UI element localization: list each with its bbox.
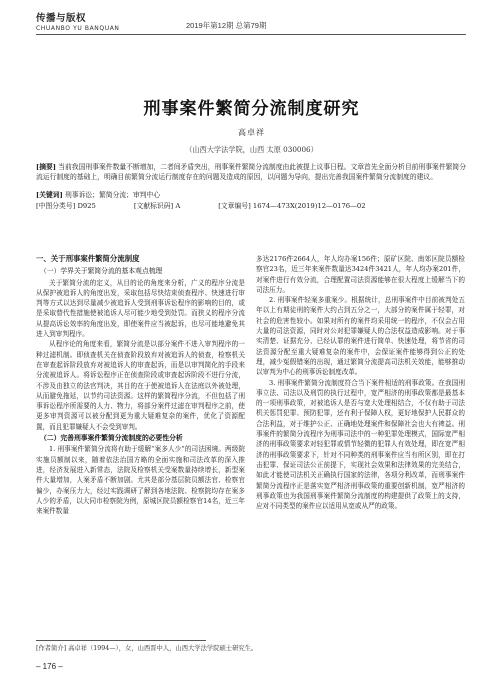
paragraph: 1. 刑事案件繁简分流将有助于缓解“案多人少”的司法困境。两级院实施员额制以来，随着依法治国方略的全面实施和司法改革的深入推进，经济发展进入新常态，法院及检察机关受案数量持续增长，新型案件大量增加，人案矛盾不断加剧。尤其是部分基层院员额法官、检察官偏少，办案压力大，经过实践调研了解到各地法院、检察院均存在案多人少的矛盾，以大同市检察院为例，原城区院员额检察官14名，近三年来案件数量	[36, 445, 245, 516]
clc-number: [中图分类号] D925	[36, 202, 96, 210]
paragraph: 多达2176件2664人，年人均办案156件；原矿区院、南郊区院员额检察官23名，近三年来案件数量达3424件3421人，年人均办案201件，对案件进行有效分流，合理配置司法资源能够在很大程度上缓解当下的司法压力。	[256, 255, 465, 294]
keywords	[36, 190, 466, 200]
section-heading-1: 一、关于刑事案件繁简分流制度	[36, 254, 140, 263]
classification-row	[36, 200, 466, 210]
document-code: [文献标识码] A	[133, 202, 181, 210]
issue-info: 2019年第12期 总第79期	[186, 21, 267, 30]
article-number: [文章编号] 1674—473X(2019)12—0176—02	[218, 202, 366, 210]
article-title: 刑事案件繁简分流制度研究	[143, 99, 360, 118]
journal-name-en: CHUANBO YU BANQUAN	[36, 25, 120, 32]
journal-brand	[36, 10, 120, 32]
abstract-label: [摘要]	[36, 163, 57, 171]
author-affiliation: （山西大学法学院，山西 太原 030006）	[185, 145, 318, 154]
header-rule	[36, 34, 466, 35]
keywords-text: 刑事诉讼；繁简分流；审判中心	[65, 191, 161, 199]
subsection-heading-1: （一）学界关于繁简分流的基本观点梳理	[40, 267, 163, 276]
paragraph: 从程序论的角度来看，繁简分流是以部分案件不进入审判程序的一种过滤机制。即侦查机关在侦查阶段放弃对被追诉人的侦查，检察机关在审查起诉阶段放弃对被追诉人的审查起诉，而是以审判简化的手段来分流被追诉人。将诉讼程序正在侦查阶段或审查起诉阶段不进行分流，不涉及由独立的法官判决，其目的在于使被追诉人在法庭以外被处理，从而避免拖延，以节约司法资源。这样的繁简程序分流，不但包括了刑事诉讼程序所需要的人力、物力，将部分案件过滤在审判程序之前，使更多审判资源可以被分配到更为重大疑难复杂的案件，优化了资源配置，而且犯罪嫌疑人不会受到审判。	[36, 340, 245, 431]
abstract	[36, 162, 466, 182]
right-column	[256, 254, 465, 511]
footnote-rule	[36, 640, 206, 641]
left-column	[36, 254, 245, 516]
abstract-text: 当前我国刑事案件数量不断增加，二者间矛盾突出，刑事案件繁简分流制度由此被提上议事日程。文章首先全面分析目前刑事案件繁简分流运行制度的基础上，明确目前繁简分流运行制度存在的问题及造成的原因，以问题为导向，提出完善我国案件繁简分流制度的建议。	[36, 163, 467, 181]
paragraph: 2. 刑事案件轻案多重案少。根据统计，总刑事案件中目前被判处五年以上有期徒刑的案件大约占到五分之一，大部分的案件属于轻罪，对社会的危害性较小。如果对所有的案件均采用统一的程序，不仅会占用大量的司法资源，同时对公对犯罪嫌疑人的合法权益造成影响。对于事实清楚、证据充分、已经认罪的案件进行简单、快速处理，将节省的司法资源分配至重大疑难复杂的案件中，会保证案件能够得到公正的处理，减少冤假错案的出现，通过繁简分流提高司法机关效能，能够推动以审判为中心的刑事诉讼制度改革。	[256, 296, 465, 377]
subsection-heading-2: （二）完善刑事案件繁简分流制度的必要性分析	[40, 434, 183, 443]
journal-name-cn: 传播与版权	[36, 13, 87, 24]
paragraph: 3. 刑事案件繁简分流制度符合当下案件相适的刑事政策。在我国刑事立法、司法以及刑罚的执行过程中，宽严相济的刑事政策都是最基本的一项刑事政策，对被追诉人是否与宽大处理相结合，不仅有助于司法机关惩罚犯罪、预防犯罪，还有利于保障人权，更好地保护人民群众的合法利益，对于维护公正、正确地处理案件和保障社会也大有裨益。刑事案件的繁简分流程序为刑事司法中的一种犯罪处理模式，国际宽严相济的刑事政策要求对轻犯罪或情节轻微的犯罪人有效处理，即在宽严相济的刑事政策要求下，针对不同种类的刑事案件应当有所区别，即在打击犯罪、保证司法公正前提下，实现社会效果和法律效果的完美结合，如此才能使司法机关正确执行国家的法律，各项分利改革，而刑事案件繁简分流程序正是落实宽严相济刑事政策的重要创新机制，宽严相济的刑事政策也为我国刑事案件繁简分流制度的构建提供了政策上的支持，应对不同类型的案件应以适用从宽或从严的政策。	[256, 378, 465, 511]
author-footnote: [作者简介] 高卓祥（1994—），女，山西晋中人，山西大学法学院硕士研究生。	[36, 645, 258, 652]
keywords-label: [关键词]	[36, 191, 63, 199]
paragraph: 关于繁简分流的定义，从目的论的角度来分析，广义的程序分流是从保护被追诉人的角度出发，采取包括尽快结束侦查程序、快速进行审判等方式以达到尽量减少被追诉人受到刑事诉讼程序的影响的目的，或是采取替代性措施使被追诉人尽可能少地受到处罚。而狭义的程序分流从提高诉讼效率的角度出发，即使案件应当被起诉，也尽可能地避免其进入到审判程序。	[36, 278, 245, 339]
page-number: – 176 –	[36, 662, 63, 671]
article-author: 高卓祥	[238, 128, 265, 137]
